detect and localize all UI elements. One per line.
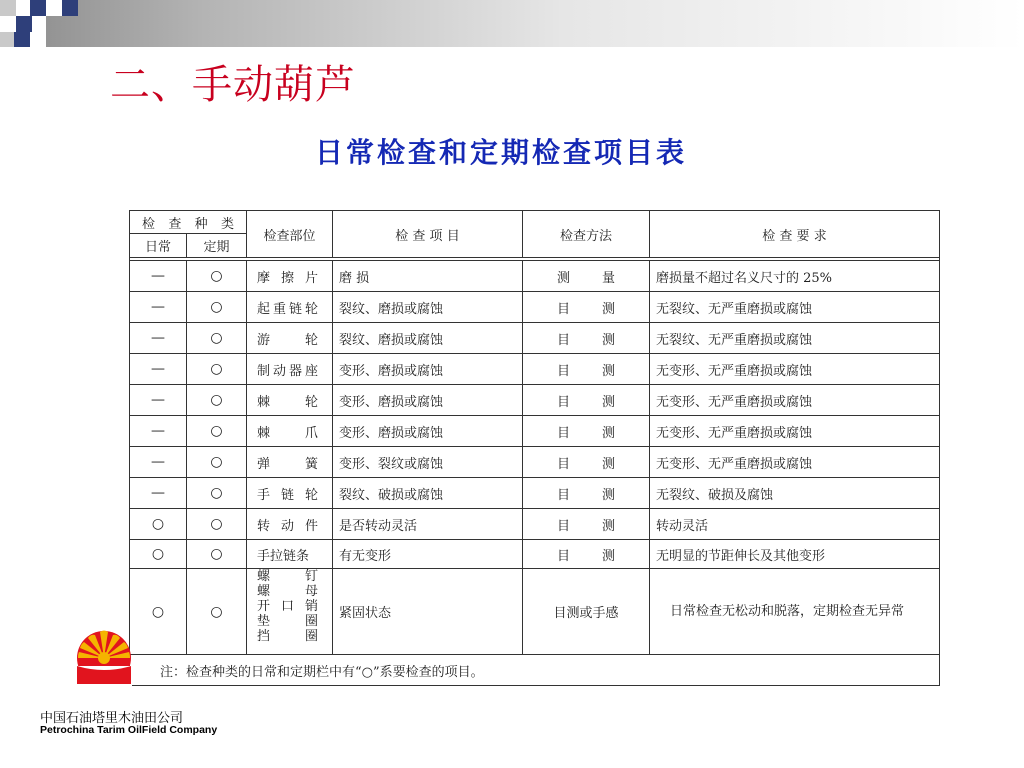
cell-requirement: 无裂纹、破损及腐蚀 <box>650 478 940 509</box>
cell-daily: ○ <box>130 540 187 569</box>
header-method: 检查方法 <box>523 211 650 258</box>
cell-part: 棘爪 <box>247 416 333 447</box>
cell-daily: — <box>130 292 187 323</box>
cell-part: 制动器座 <box>247 354 333 385</box>
cell-periodic: ○ <box>187 416 247 447</box>
cell-requirement: 无裂纹、无严重磨损或腐蚀 <box>650 323 940 354</box>
table-title <box>0 131 1024 171</box>
header-periodic: 定期 <box>187 234 247 258</box>
cell-item: 裂纹、破损或腐蚀 <box>333 478 523 509</box>
table-row <box>130 385 940 416</box>
cell-requirement: 无变形、无严重磨损或腐蚀 <box>650 385 940 416</box>
cell-item: 裂纹、磨损或腐蚀 <box>333 323 523 354</box>
cell-method: 目测 <box>523 385 650 416</box>
cell-part: 棘轮 <box>247 385 333 416</box>
cell-part: 弹簧 <box>247 447 333 478</box>
cell-daily: ○ <box>130 509 187 540</box>
cell-daily: — <box>130 354 187 385</box>
cell-requirement: 无变形、无严重磨损或腐蚀 <box>650 416 940 447</box>
cell-daily: — <box>130 416 187 447</box>
part-cotter-pin: 开口销 <box>257 599 318 614</box>
cell-part: 游轮 <box>247 323 333 354</box>
table-row <box>130 323 940 354</box>
table-row <box>130 292 940 323</box>
cell-part-list <box>247 569 333 655</box>
cell-periodic: ○ <box>187 569 247 655</box>
table-row <box>130 261 940 292</box>
inspection-table <box>129 210 940 686</box>
cell-item: 裂纹、磨损或腐蚀 <box>333 292 523 323</box>
cell-part: 起重链轮 <box>247 292 333 323</box>
cell-daily: — <box>130 447 187 478</box>
cell-item: 变形、磨损或腐蚀 <box>333 385 523 416</box>
table-row <box>130 478 940 509</box>
header-type-group: 检 查 种 类 <box>130 211 247 234</box>
cell-item: 变形、磨损或腐蚀 <box>333 354 523 385</box>
slide-title: 二、手动葫芦 <box>110 62 356 108</box>
cell-method: 目测 <box>523 416 650 447</box>
header-item: 检 查 项 目 <box>333 211 523 258</box>
inspection-table-wrapper <box>129 210 939 686</box>
part-screw: 螺钉 <box>257 569 318 584</box>
cell-periodic: ○ <box>187 323 247 354</box>
cell-requirement: 无裂纹、无严重磨损或腐蚀 <box>650 292 940 323</box>
cell-daily: — <box>130 323 187 354</box>
part-retaining-ring: 挡圈 <box>257 629 318 644</box>
cell-item: 磨 损 <box>333 261 523 292</box>
cell-requirement: 无变形、无严重磨损或腐蚀 <box>650 354 940 385</box>
cell-method: 目测 <box>523 509 650 540</box>
header-row-1 <box>130 211 940 234</box>
table-row <box>130 416 940 447</box>
cell-periodic: ○ <box>187 478 247 509</box>
header-requirement: 检 查 要 求 <box>650 211 940 258</box>
cell-item: 有无变形 <box>333 540 523 569</box>
cell-periodic: ○ <box>187 292 247 323</box>
cell-item: 变形、磨损或腐蚀 <box>333 416 523 447</box>
cell-daily: — <box>130 261 187 292</box>
table-title-text: 日常检查和定期检查项目表 <box>314 136 687 169</box>
cell-method: 目测 <box>523 292 650 323</box>
cell-requirement: 无明显的节距伸长及其他变形 <box>650 540 940 569</box>
cell-periodic: ○ <box>187 354 247 385</box>
cell-requirement: 转动灵活 <box>650 509 940 540</box>
cell-method: 目测 <box>523 323 650 354</box>
cell-periodic: ○ <box>187 385 247 416</box>
header-part: 检查部位 <box>247 211 333 258</box>
petrochina-logo-icon <box>76 628 132 700</box>
table-row <box>130 540 940 569</box>
part-washer: 垫圈 <box>257 614 318 629</box>
company-name-cn: 中国石油塔里木油田公司 <box>40 711 184 726</box>
cell-part: 手拉链条 <box>247 540 333 569</box>
cell-periodic: ○ <box>187 447 247 478</box>
cell-daily: — <box>130 385 187 416</box>
cell-daily: — <box>130 478 187 509</box>
table-row <box>130 509 940 540</box>
header-daily: 日常 <box>130 234 187 258</box>
cell-part: 手链轮 <box>247 478 333 509</box>
cell-periodic: ○ <box>187 261 247 292</box>
cell-item: 紧固状态 <box>333 569 523 655</box>
table-note: 注：检查种类的日常和定期栏中有“○”系要检查的项目。 <box>130 655 940 686</box>
cell-daily: ○ <box>130 569 187 655</box>
company-name-en: Petrochina Tarim OilField Company <box>40 724 218 736</box>
table-note-row <box>130 655 940 686</box>
cell-part: 转动件 <box>247 509 333 540</box>
table-row <box>130 354 940 385</box>
cell-method: 目测 <box>523 354 650 385</box>
cell-periodic: ○ <box>187 540 247 569</box>
table-row-fasteners <box>130 569 940 655</box>
cell-method: 目测 <box>523 447 650 478</box>
cell-requirement: 无变形、无严重磨损或腐蚀 <box>650 447 940 478</box>
cell-requirement: 日常检查无松动和脱落，定期检查无异常 <box>650 569 940 655</box>
cell-part: 摩擦片 <box>247 261 333 292</box>
cell-periodic: ○ <box>187 509 247 540</box>
cell-method: 目测 <box>523 540 650 569</box>
part-nut: 螺母 <box>257 584 318 599</box>
cell-method: 测量 <box>523 261 650 292</box>
cell-method: 目测或手感 <box>523 569 650 655</box>
cell-requirement: 磨损量不超过名义尺寸的 25% <box>650 261 940 292</box>
cell-method: 目测 <box>523 478 650 509</box>
cell-item: 变形、裂纹或腐蚀 <box>333 447 523 478</box>
cell-item: 是否转动灵活 <box>333 509 523 540</box>
table-row <box>130 447 940 478</box>
top-decor-bar <box>0 0 1024 47</box>
